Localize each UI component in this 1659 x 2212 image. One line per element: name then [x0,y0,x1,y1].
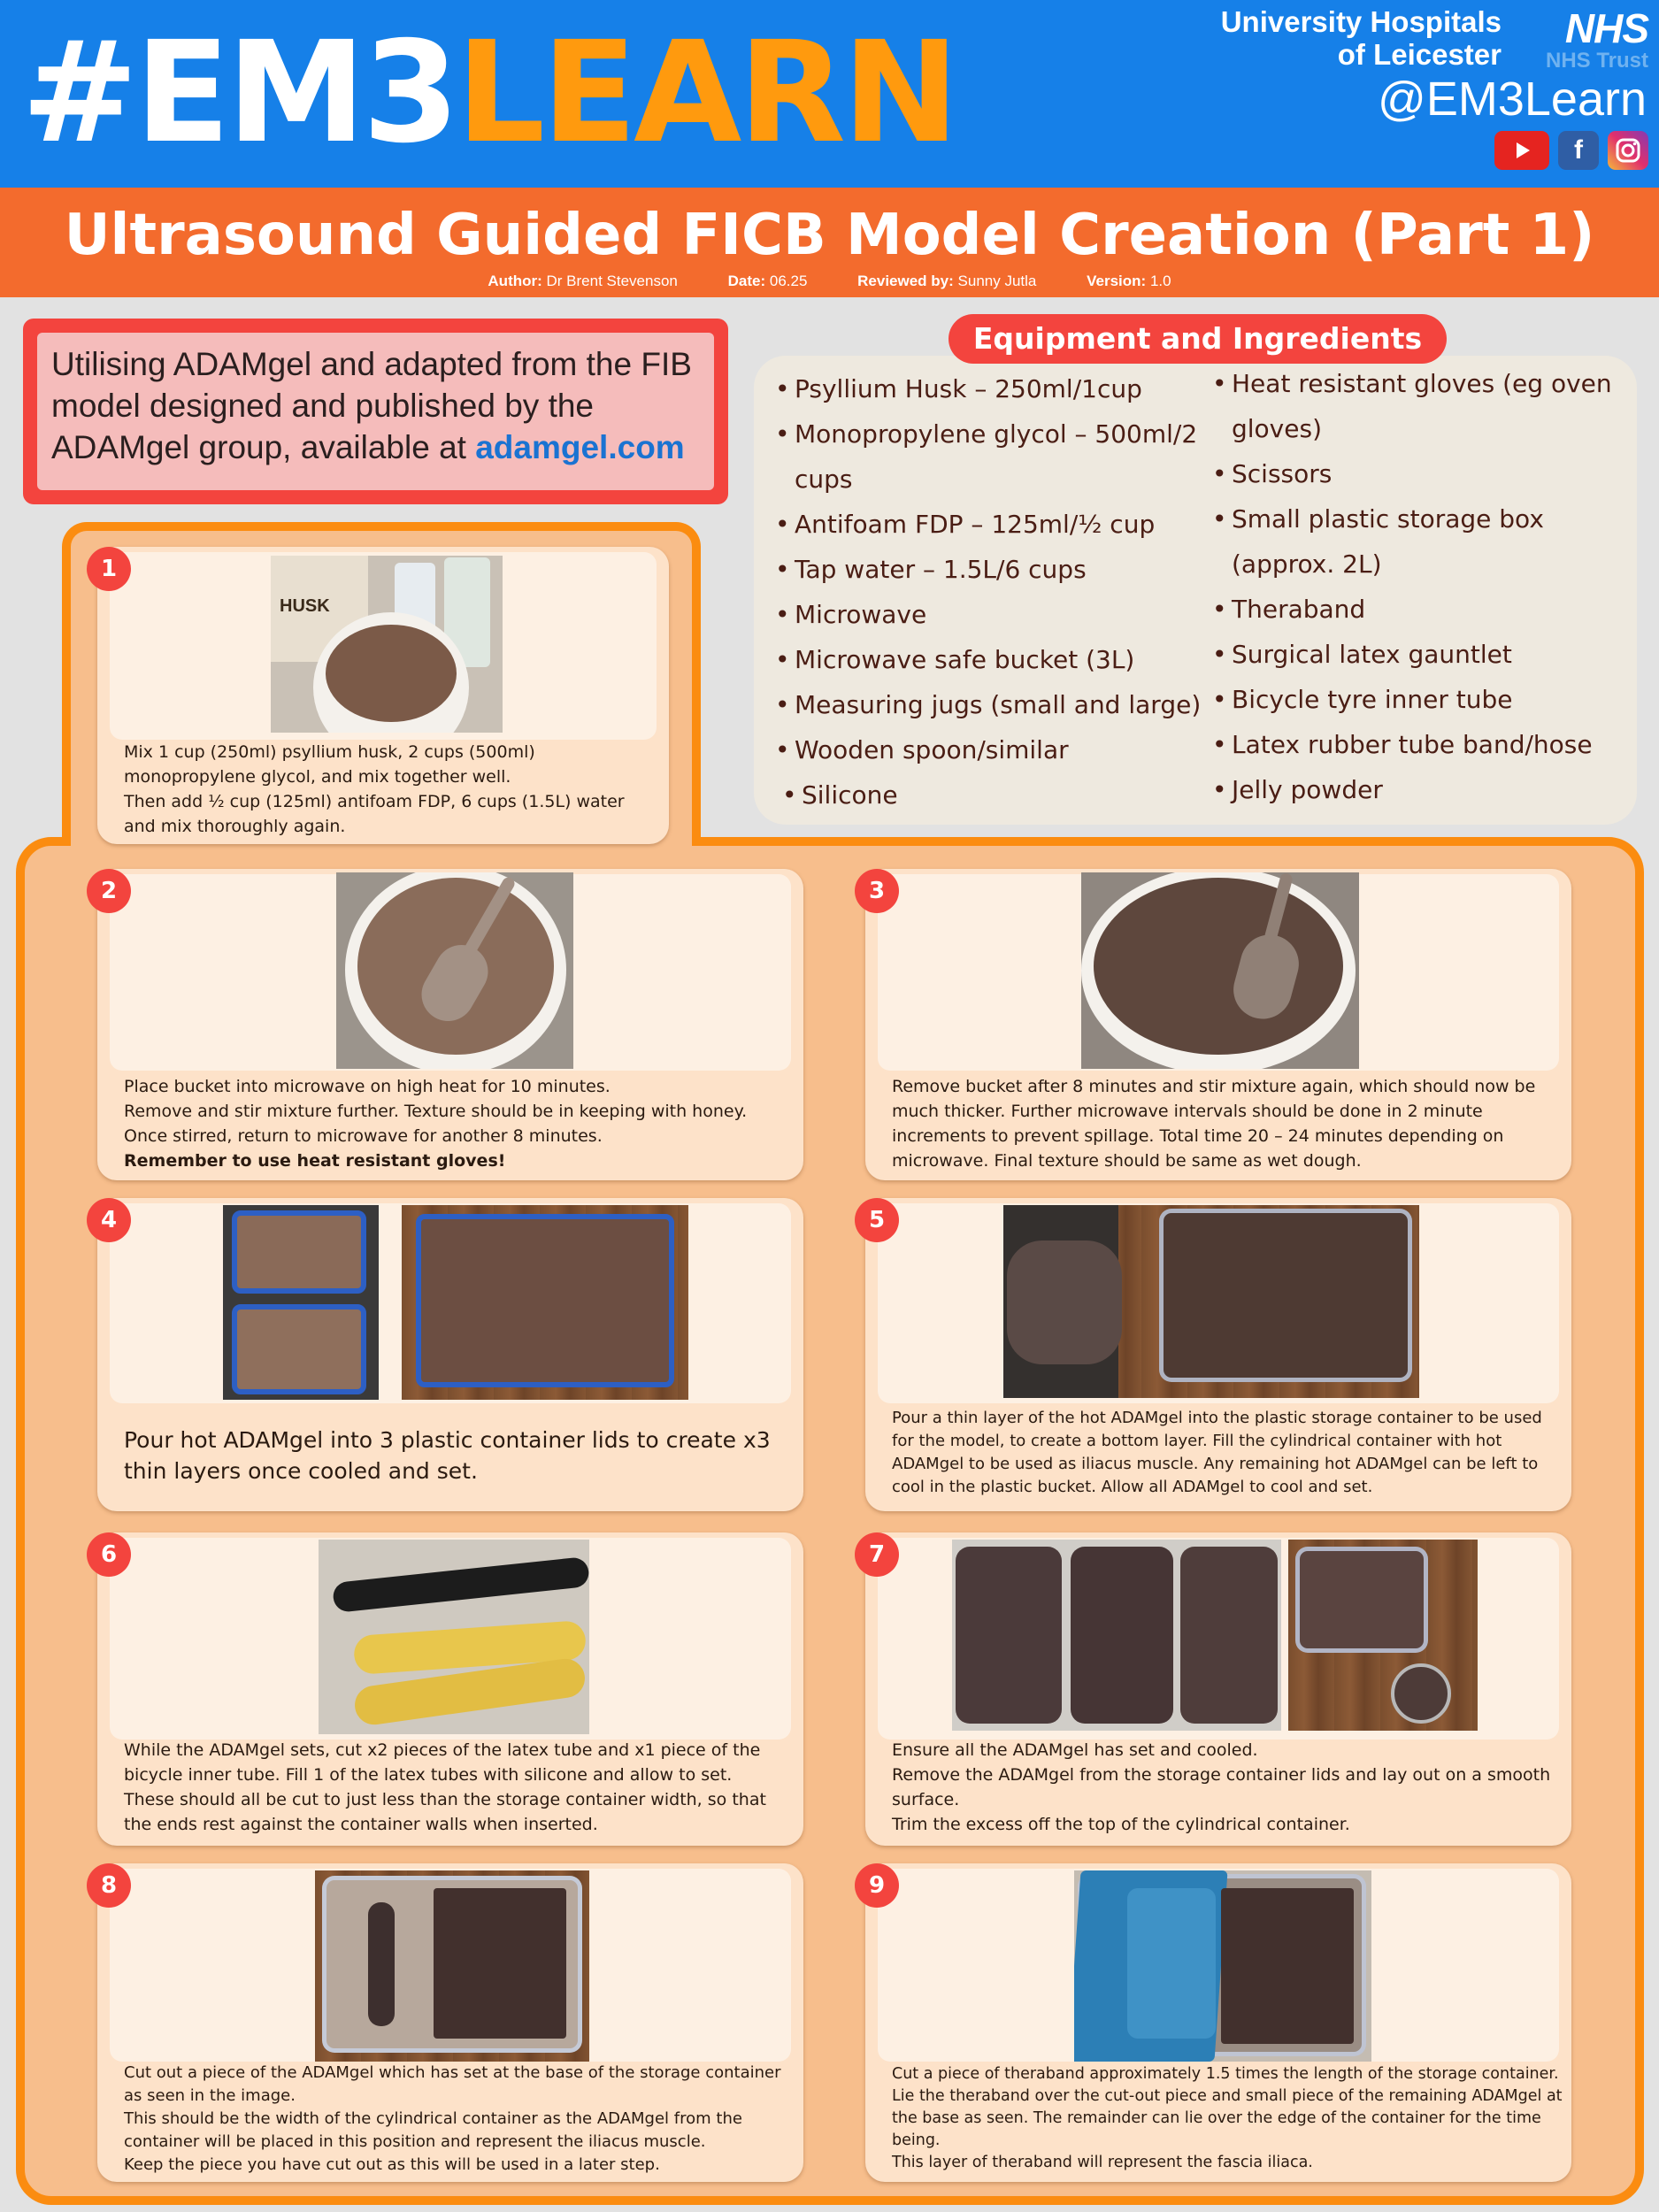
step-6-photo [319,1540,589,1734]
list-item: • Tap water – 1.5L/6 cups [773,547,1225,592]
equipment-title: Equipment and Ingredients [949,314,1447,364]
step-8-photo [315,1870,589,2062]
step-number: 3 [855,869,899,913]
list-item: • Bicycle tyre inner tube [1210,677,1626,722]
list-item: • Antifoam FDP – 125ml/½ cup [773,502,1225,547]
step-9-text: Cut a piece of theraband approximately 1.5 times the length of the storage container. Lie the theraband over the cut-out piece and small piece of the remaining ADAMgel at the base as seen. The remainder can lie over the edge of the container for the time being. This layer of theraband will represent the fascia iliaca. [892,2065,1563,2171]
step-number: 7 [855,1532,899,1577]
title-bar [0,188,1659,297]
list-item: • Microwave safe bucket (3L) [773,637,1225,682]
intro-box [23,319,728,504]
em3learn-logo: #EM3LEARN [21,12,956,174]
step-card-9 [865,1863,1571,2182]
step-5-text: Pour a thin layer of the hot ADAMgel into the plastic storage container to be used for the model, to create a bottom layer. Fill the cylindrical container with hot ADAMgel to be used as iliacus muscle. Any remaining hot ADAMgel can be left to cool in the plastic bucket. Allow all ADAMgel to cool and set. [892,1409,1542,1496]
list-item: • Scissors [1210,451,1626,496]
step-4-photo-b [402,1205,688,1400]
instagram-icon[interactable] [1608,131,1648,170]
equipment-panel [754,356,1637,825]
step-card-1 [97,547,669,844]
list-item: • Surgical latex gauntlet [1210,632,1626,677]
equipment-list-col1 [773,366,1225,818]
step-1-text: Mix 1 cup (250ml) psyllium husk, 2 cups (500ml) monopropylene glycol, and mix together well. Then add ½ cup (125ml) antifoam FDP, 6 cups (1.5L) water and mix thoroughly again. [124,742,625,836]
step-number: 4 [87,1198,131,1242]
intro-text: Utilising ADAMgel and adapted from the FIB model designed and published by the ADAMgel group, available at adamgel.com [37,333,714,490]
step-card-7 [865,1532,1571,1846]
step-number: 8 [87,1863,131,1908]
header-bar [0,0,1659,188]
list-item: • Psyllium Husk – 250ml/1cup [773,366,1225,411]
step-number: 6 [87,1532,131,1577]
list-item: • Monopropylene glycol – 500ml/2 cups [773,411,1225,502]
step-2-photo [336,872,573,1069]
list-item: • Wooden spoon/similar [773,727,1225,772]
youtube-icon[interactable] [1494,131,1549,170]
social-links [1494,131,1648,170]
list-item: • Small plastic storage box (approx. 2L) [1210,496,1626,587]
step-card-5 [865,1198,1571,1511]
step-card-8 [97,1863,803,2182]
step-3-photo [1081,872,1359,1069]
step-card-6 [97,1532,803,1846]
twitter-handle[interactable]: @EM3Learn [1378,73,1647,126]
list-item: • Theraband [1210,587,1626,632]
step-7-photo-b [1288,1540,1478,1731]
step-8-text: Cut out a piece of the ADAMgel which has set at the base of the storage container as seen in the image. This should be the width of the cylindrical container as the ADAMgel from the container will be placed in this position and represent the iliacus muscle. Keep the piece you have cut out as this will be used in a later step. [124,2063,781,2174]
list-item: • Microwave [773,592,1225,637]
list-item: • Heat resistant gloves (eg oven gloves) [1210,361,1626,451]
step-7-text: Ensure all the ADAMgel has set and cooled. Remove the ADAMgel from the storage container lids and lay out on a smooth surface. Trim the excess off the top of the cylindrical container. [892,1740,1551,1834]
list-item: • Silicone [780,772,1225,818]
facebook-icon[interactable]: f [1558,131,1599,170]
step-card-3 [865,869,1571,1180]
step-number: 5 [855,1198,899,1242]
step-card-4 [97,1198,803,1511]
adamgel-link[interactable]: adamgel.com [475,429,685,465]
page-title: Ultrasound Guided FICB Model Creation (Part 1) [64,203,1595,268]
list-item: • Latex rubber tube band/hose [1210,722,1626,767]
step-number: 1 [87,547,131,591]
document-meta: Author: Dr Brent Stevenson Date: 06.25 Reviewed by: Sunny Jutla Version: 1.0 [488,273,1171,289]
step-5-photo [1003,1205,1419,1398]
equipment-list-col2 [1210,361,1626,812]
step-7-photo-a [952,1540,1281,1731]
step-4-text: Pour hot ADAMgel into 3 plastic container lids to create x3 thin layers once cooled and set. [124,1427,771,1484]
hospital-name: University Hospitals of Leicester [1220,5,1502,71]
nhs-logo: NHS NHS Trust [1545,5,1648,73]
step-number: 2 [87,869,131,913]
step-2-text: Place bucket into microwave on high heat for 10 minutes. Remove and stir mixture further. Texture should be in keeping with honey. Once stirred, return to microwave for another 8 minutes. Remember to use heat resistant gloves! [124,1077,748,1171]
step-number: 9 [855,1863,899,1908]
step-3-text: Remove bucket after 8 minutes and stir mixture again, which should now be much thicker. Further microwave intervals should be done in 2 minute increments to prevent spillage. Total time 20 – 24 minutes depending on microwave. Final texture should be same as wet dough. [892,1077,1536,1171]
list-item: • Jelly powder [1210,767,1626,812]
step-1-photo: HUSK [271,556,503,733]
step-6-text: While the ADAMgel sets, cut x2 pieces of the latex tube and x1 piece of the bicycle inner tube. Fill 1 of the latex tubes with silicone and allow to set. These should all be cut to just less than the storage container width, so that the ends rest against the container walls when inserted. [124,1740,766,1834]
step-9-photo [1074,1870,1371,2062]
step-card-2 [97,869,803,1180]
step-4-photo-a [223,1205,379,1400]
list-item: • Measuring jugs (small and large) [773,682,1225,727]
